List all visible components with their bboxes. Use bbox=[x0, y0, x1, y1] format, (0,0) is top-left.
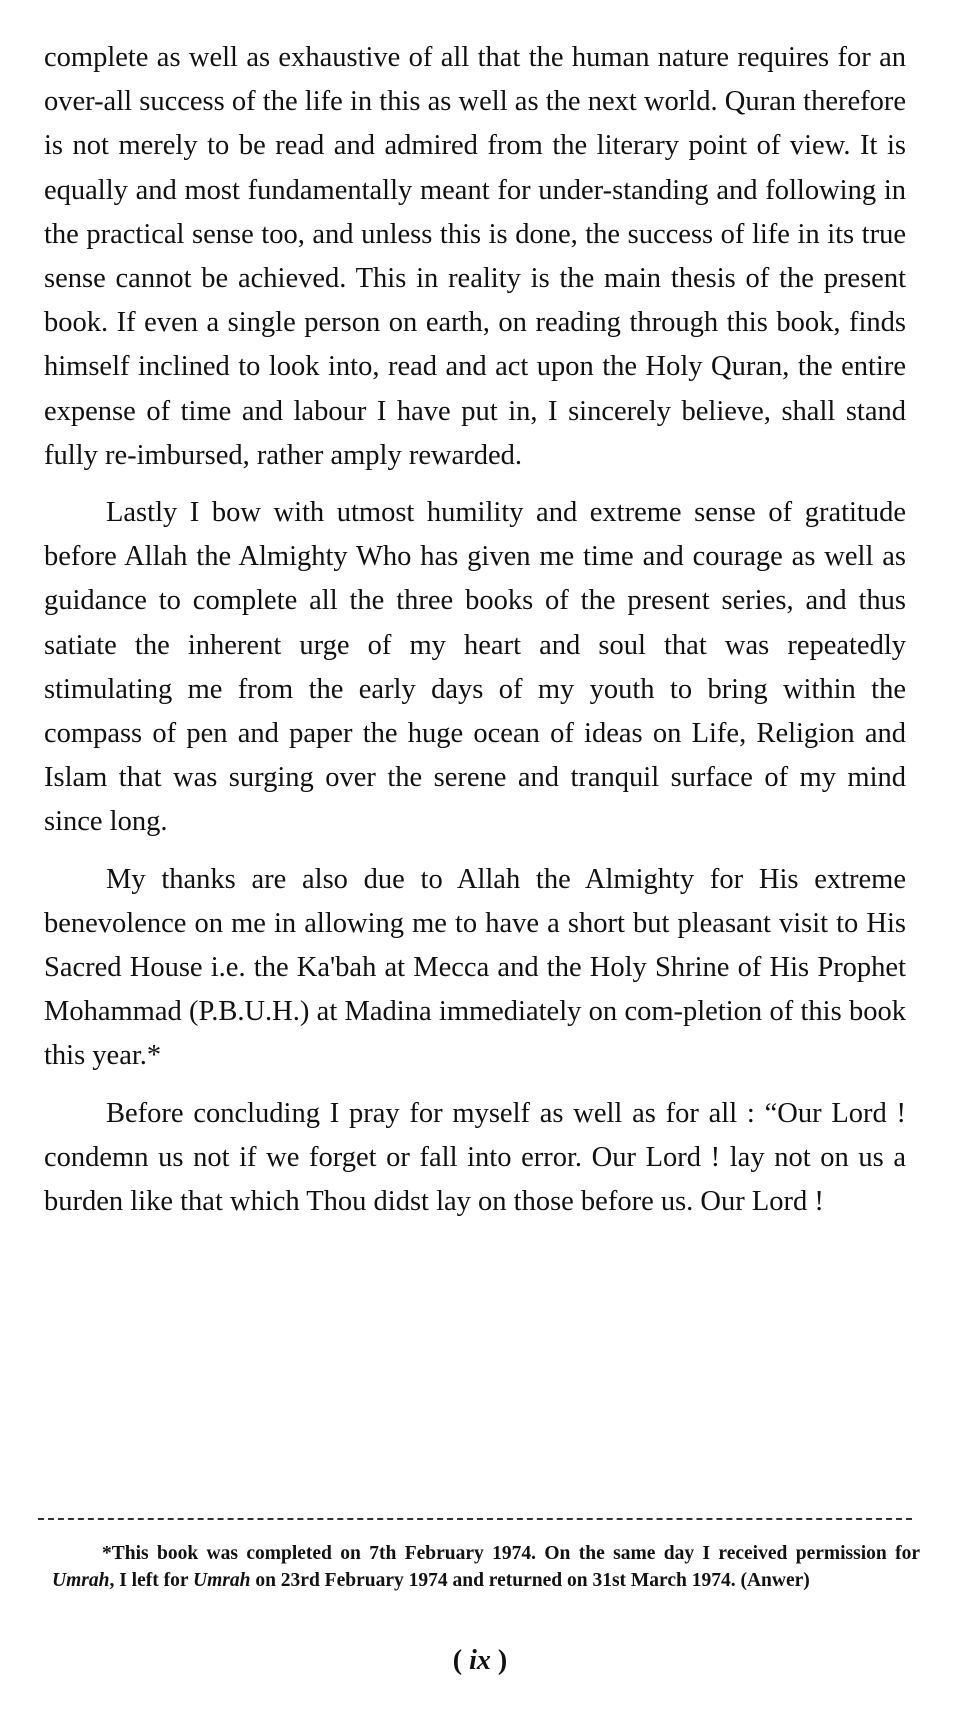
footnote-text-3: on 23rd February 1974 and returned on 31st March 1974. (Anwer) bbox=[250, 1570, 810, 1591]
footnote-term-umrah-2: Umrah bbox=[193, 1570, 251, 1591]
footnote-term-umrah-1: Umrah bbox=[52, 1570, 110, 1591]
page-number-open: ( bbox=[452, 1645, 463, 1676]
paragraph-continuation: complete as well as exhaustive of all that the human nature requires for an over-all success of the life in this as well as the next world. Quran therefore is not merely to be read and admired from the literary point of view. It is equally and most fundamentally meant for under-standing and following in the practical sense too, and unless this is done, the success of life in its true sense cannot be achieved. This in reality is the main thesis of the present book. If even a single person on earth, on reading through this book, finds himself inclined to look into, read and act upon the Holy Quran, the entire expense of time and labour I have put in, I sincerely believe, shall stand fully re-imbursed, rather amply rewarded. bbox=[44, 42, 906, 471]
document-body bbox=[44, 36, 906, 1224]
page-number bbox=[0, 1645, 960, 1677]
page-number-close: ) bbox=[497, 1645, 508, 1676]
footnote-text-2: , I left for bbox=[109, 1570, 194, 1591]
page-number-value: ix bbox=[469, 1645, 491, 1676]
paragraph-thanks: My thanks are also due to Allah the Almighty for His extreme benevolence on me in allowing me to have a short but pleasant visit to His Sacred House i.e. the Ka'bah at Mecca and the Holy Shrine of His Prophet Mohammad (P.B.U.H.) at Madina immediately on com-pletion of this book this year.* bbox=[44, 863, 906, 1072]
footnote bbox=[52, 1540, 920, 1594]
paragraph-gratitude: Lastly I bow with utmost humility and extreme sense of gratitude before Allah the Almighty Who has given me time and courage as well as guidance to complete all the three books of the present series, and thus satiate the inherent urge of my heart and soul that was repeatedly stimulating me from the early days of my youth to bring within the compass of pen and paper the huge ocean of ideas on Life, Religion and Islam that was surging over the serene and tranquil surface of my mind since long. bbox=[44, 497, 906, 838]
paragraph-prayer: Before concluding I pray for myself as well as for all : “Our Lord ! condemn us not if we forget or fall into error. Our Lord ! lay not on us a burden like that which Thou didst lay on those before us. Our Lord ! bbox=[44, 1097, 906, 1218]
footnote-divider bbox=[38, 1518, 912, 1520]
footnote-text-1: *This book was completed on 7th February 1974. On the same day I received permission for bbox=[102, 1543, 920, 1564]
